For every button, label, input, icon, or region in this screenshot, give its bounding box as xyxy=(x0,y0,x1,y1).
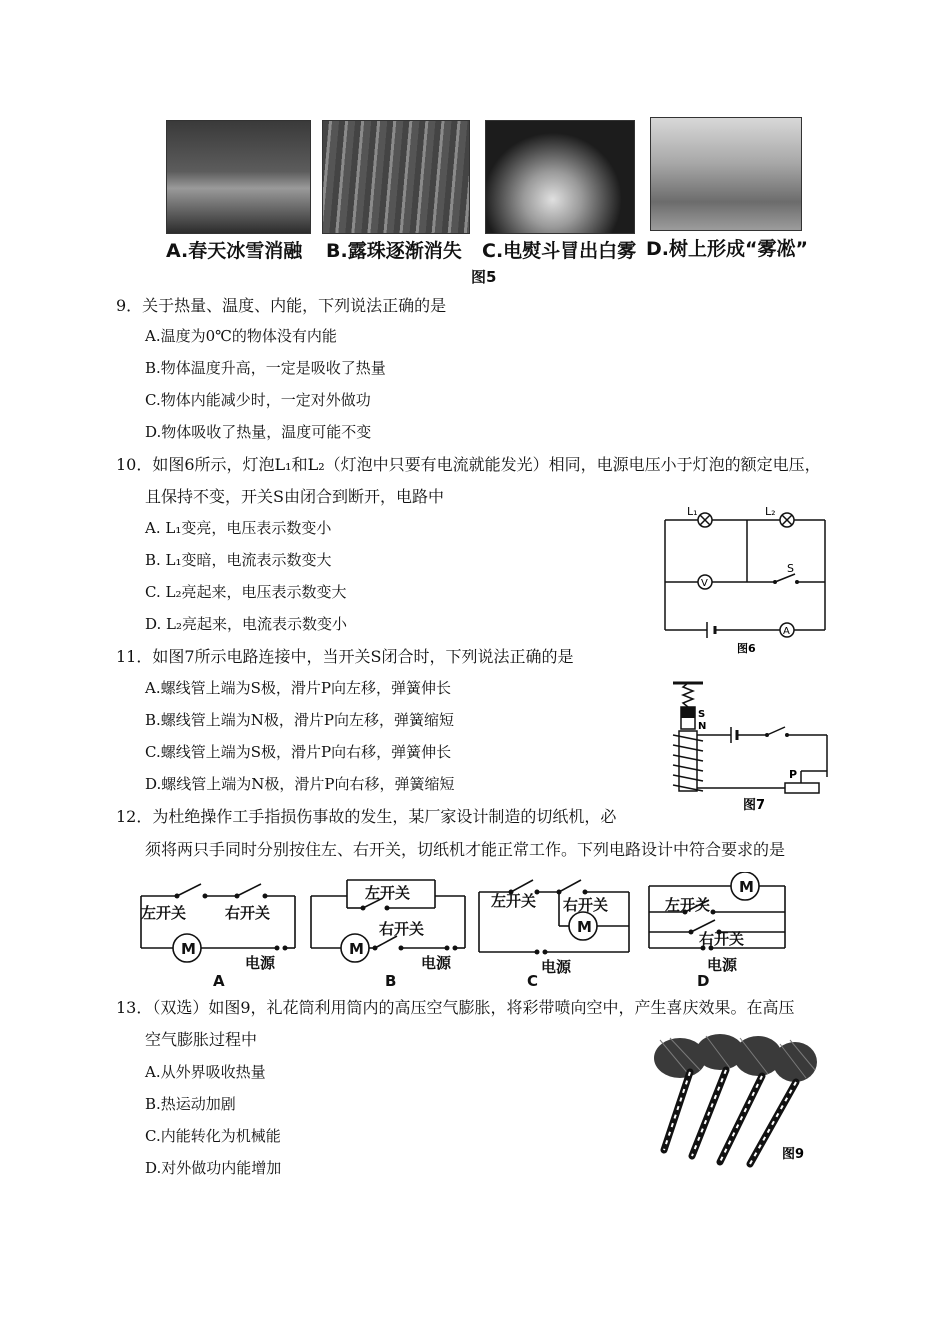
q9-option-d: D.物体吸收了热量，温度可能不变 xyxy=(145,423,372,441)
circuit-c-right-switch: 右开关 xyxy=(563,896,609,914)
circuit-a-label: A xyxy=(213,972,225,990)
circuit-d-right-switch: 右开关 xyxy=(699,930,745,948)
circuit-b-power: 电源 xyxy=(421,954,452,972)
fig5-photo-a xyxy=(166,120,311,234)
circuit-b-label: B xyxy=(385,972,397,990)
fig5-label: 图5 xyxy=(471,268,497,286)
q9-option-a: A.温度为0℃的物体没有内能 xyxy=(145,327,337,345)
circuit-c-power: 电源 xyxy=(541,958,572,976)
q12-circuit-diagrams xyxy=(135,872,795,990)
circuit-c-motor: M xyxy=(577,918,592,936)
fig5-photo-b xyxy=(322,120,470,234)
fig5-caption-b: B.露珠逐渐消失 xyxy=(326,240,462,262)
q13-option-c: C.内能转化为机械能 xyxy=(145,1127,281,1145)
circuit-b-motor: M xyxy=(349,940,364,958)
fig5-photo-c xyxy=(485,120,635,234)
circuit-a-right-switch: 右开关 xyxy=(225,904,271,922)
q9-option-b: B.物体温度升高，一定是吸收了热量 xyxy=(145,359,386,377)
circuit-d-motor: M xyxy=(739,878,754,896)
fig6-s-label: S xyxy=(787,562,794,575)
fig7-circuit xyxy=(655,675,840,815)
fig7-label: 图7 xyxy=(743,798,766,813)
q13-option-b: B.热运动加剧 xyxy=(145,1095,236,1113)
fig6-l2-label: L₂ xyxy=(765,505,776,518)
q11-option-d: D.螺线管上端为N极，滑片P向右移，弹簧缩短 xyxy=(145,775,455,793)
q9-option-c: C.物体内能减少时，一定对外做功 xyxy=(145,391,371,409)
q13-stem-line2: 空气膨胀过程中 xyxy=(145,1030,258,1049)
q10-option-a: A. L₁变亮，电压表示数变小 xyxy=(145,519,332,537)
q12-stem-line2: 须将两只手同时分别按住左、右开关，切纸机才能正常工作。下列电路设计中符合要求的是 xyxy=(145,840,786,859)
fig7-s-label: S xyxy=(698,709,706,720)
fig6-a-label: A xyxy=(783,626,790,637)
q11-option-c: C.螺线管上端为S极，滑片P向右移，弹簧伸长 xyxy=(145,743,452,761)
circuit-c-label: C xyxy=(527,972,539,990)
q13-stem-line1: 13．（双选）如图9，礼花筒利用筒内的高压空气膨胀，将彩带喷向空中，产生喜庆效果。在高压 xyxy=(116,998,795,1017)
q11-option-a: A.螺线管上端为S极，滑片P向左移，弹簧伸长 xyxy=(145,679,451,697)
circuit-d-label: D xyxy=(697,972,710,990)
fig9-party-poppers xyxy=(650,1030,820,1170)
circuit-d-power: 电源 xyxy=(707,956,738,974)
circuit-a-motor: M xyxy=(181,940,196,958)
fig5-caption-c: C.电熨斗冒出白雾 xyxy=(482,240,637,262)
fig6-l1-label: L₁ xyxy=(687,505,698,518)
q11-option-b: B.螺线管上端为N极，滑片P向左移，弹簧缩短 xyxy=(145,711,455,729)
fig6-label: 图6 xyxy=(737,642,756,655)
fig7-p-label: P xyxy=(789,768,798,781)
circuit-b-left-switch: 左开关 xyxy=(365,884,411,902)
fig6-circuit xyxy=(655,500,840,660)
circuit-c-left-switch: 左开关 xyxy=(491,892,537,910)
q10-option-d: D. L₂亮起来，电流表示数变小 xyxy=(145,615,348,633)
q9-stem: 9．关于热量、温度、内能，下列说法正确的是 xyxy=(116,296,447,315)
fig5-caption-a: A.春天冰雪消融 xyxy=(166,240,303,262)
fig7-n-label: N xyxy=(698,721,707,732)
q10-option-b: B. L₁变暗，电流表示数变大 xyxy=(145,551,332,569)
circuit-a-power: 电源 xyxy=(245,954,276,972)
q10-stem-line2: 且保持不变，开关S由闭合到断开，电路中 xyxy=(145,487,444,506)
fig5-photo-d xyxy=(650,117,802,231)
fig9-label: 图9 xyxy=(782,1147,805,1162)
q10-stem-line1: 10．如图6所示，灯泡L₁和L₂（灯泡中只要有电流就能发光）相同，电源电压小于灯泡的额定电压， xyxy=(116,455,821,474)
circuit-d-left-switch: 左开关 xyxy=(665,896,711,914)
circuit-a-left-switch: 左开关 xyxy=(141,904,187,922)
q11-stem: 11．如图7所示电路连接中，当开关S闭合时，下列说法正确的是 xyxy=(116,647,574,666)
q13-option-a: A.从外界吸收热量 xyxy=(145,1063,266,1081)
q13-option-d: D.对外做功内能增加 xyxy=(145,1159,282,1177)
fig5-caption-d: D.树上形成“雾凇” xyxy=(646,238,808,260)
fig6-v-label: V xyxy=(701,578,708,589)
circuit-b-right-switch: 右开关 xyxy=(379,920,425,938)
q12-stem-line1: 12．为杜绝操作工手指损伤事故的发生，某厂家设计制造的切纸机，必 xyxy=(116,807,617,826)
q10-option-c: C. L₂亮起来，电压表示数变大 xyxy=(145,583,347,601)
